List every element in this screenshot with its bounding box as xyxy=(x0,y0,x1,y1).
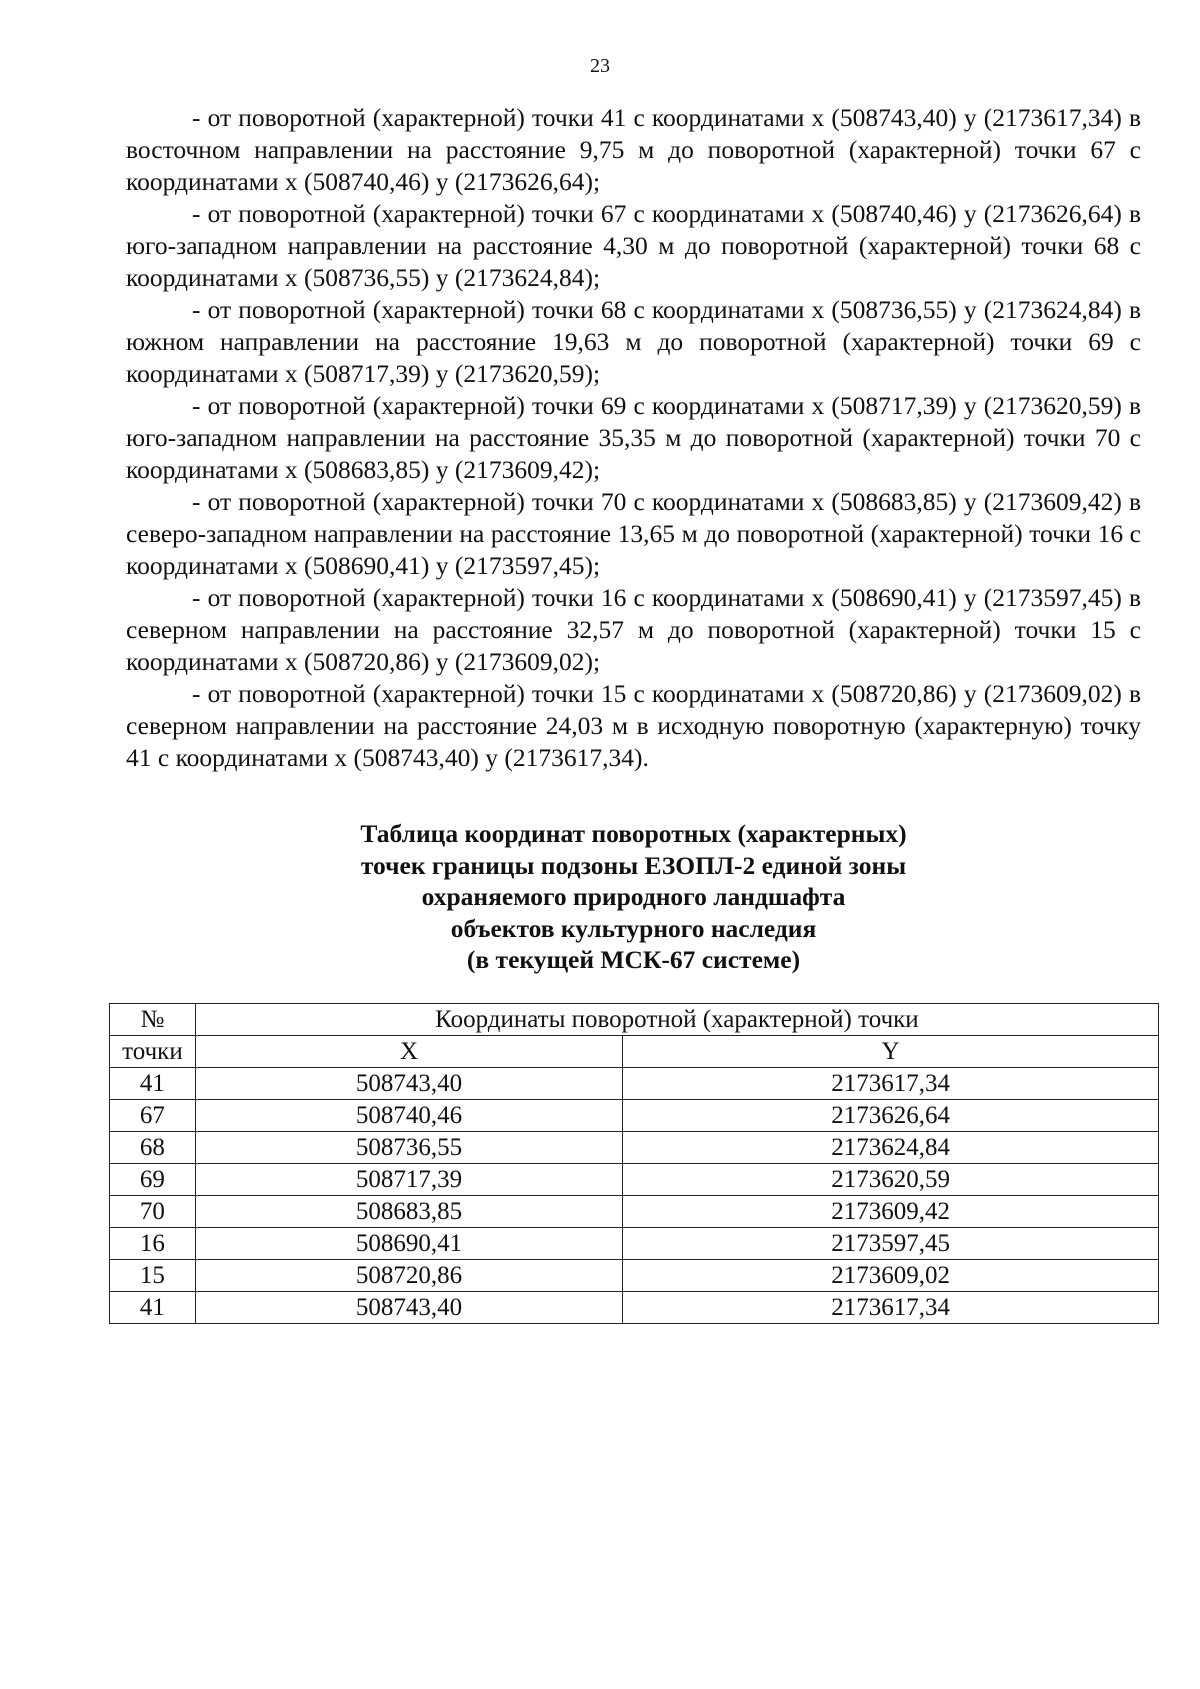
cell-point-number: 70 xyxy=(110,1196,196,1228)
paragraph: - от поворотной (характерной) точки 15 с координатами х (508720,86) у (2173609,02) в северном направлении на расстояние 24,03 м в исходную поворотную (характерную) точку 41 с координатами х (508743,40) у (2173617,34). xyxy=(126,679,1141,772)
table-row xyxy=(110,1228,1159,1260)
cell-point-number: 67 xyxy=(110,1100,196,1132)
cell-y: 2173620,59 xyxy=(623,1164,1159,1196)
table-row xyxy=(110,1164,1159,1196)
table-title-line: охраняемого природного ландшафта xyxy=(421,882,846,911)
table-title-line: (в текущей МСК-67 системе) xyxy=(466,945,801,974)
cell-point-number: 41 xyxy=(110,1292,196,1324)
cell-x: 508743,40 xyxy=(195,1068,622,1100)
cell-x: 508743,40 xyxy=(195,1292,622,1324)
cell-point-number: 15 xyxy=(110,1260,196,1292)
cell-y: 2173617,34 xyxy=(623,1292,1159,1324)
coordinates-table xyxy=(109,1003,1159,1324)
paragraph: - от поворотной (характерной) точки 16 с координатами х (508690,41) у (2173597,45) в северном направлении на расстояние 32,57 м до поворотной (характерной) точки 15 с координатами х (508720,86) у (2173609,02); xyxy=(126,583,1141,676)
cell-y: 2173626,64 xyxy=(623,1100,1159,1132)
header-coordinates: Координаты поворотной (характерной) точки xyxy=(195,1004,1158,1036)
cell-point-number: 68 xyxy=(110,1132,196,1164)
table-title-line: Таблица координат поворотных (характерных) xyxy=(360,819,907,848)
header-point-number: № xyxy=(110,1004,196,1036)
cell-x: 508736,55 xyxy=(195,1132,622,1164)
table-header-row xyxy=(110,1036,1159,1068)
cell-x: 508690,41 xyxy=(195,1228,622,1260)
paragraph: - от поворотной (характерной) точки 41 с координатами х (508743,40) у (2173617,34) в восточном направлении на расстояние 9,75 м до поворотной (характерной) точки 67 с координатами х (508740,46) у (2173626,64); xyxy=(126,103,1141,196)
header-x: X xyxy=(195,1036,622,1068)
header-point-label: точки xyxy=(110,1036,196,1068)
paragraph: - от поворотной (характерной) точки 69 с координатами х (508717,39) у (2173620,59) в юго-западном направлении на расстояние 35,35 м до поворотной (характерной) точки 70 с координатами х (508683,85) у (2173609,42); xyxy=(126,391,1141,484)
table-row xyxy=(110,1068,1159,1100)
header-y: Y xyxy=(623,1036,1159,1068)
cell-x: 508740,46 xyxy=(195,1100,622,1132)
table-row xyxy=(110,1260,1159,1292)
cell-y: 2173624,84 xyxy=(623,1132,1159,1164)
table-row xyxy=(110,1292,1159,1324)
table-row xyxy=(110,1100,1159,1132)
table-header-row xyxy=(110,1004,1159,1036)
cell-y: 2173617,34 xyxy=(623,1068,1159,1100)
table-title-line: точек границы подзоны ЕЗОПЛ-2 единой зоны xyxy=(360,850,907,880)
table-row xyxy=(110,1196,1159,1228)
table-title xyxy=(126,818,1141,976)
cell-y: 2173609,02 xyxy=(623,1260,1159,1292)
cell-point-number: 69 xyxy=(110,1164,196,1196)
table-row xyxy=(110,1132,1159,1164)
cell-point-number: 16 xyxy=(110,1228,196,1260)
body-text xyxy=(126,102,1141,774)
paragraph: - от поворотной (характерной) точки 67 с координатами х (508740,46) у (2173626,64) в юго-западном направлении на расстояние 4,30 м до поворотной (характерной) точки 68 с координатами х (508736,55) у (2173624,84); xyxy=(126,199,1141,292)
cell-point-number: 41 xyxy=(110,1068,196,1100)
cell-x: 508717,39 xyxy=(195,1164,622,1196)
page-number: 23 xyxy=(590,55,610,77)
cell-x: 508720,86 xyxy=(195,1260,622,1292)
paragraph: - от поворотной (характерной) точки 68 с координатами х (508736,55) у (2173624,84) в южном направлении на расстояние 19,63 м до поворотной (характерной) точки 69 с координатами х (508717,39) у (2173620,59); xyxy=(126,295,1141,388)
cell-x: 508683,85 xyxy=(195,1196,622,1228)
cell-y: 2173597,45 xyxy=(623,1228,1159,1260)
table-title-line: объектов культурного наследия xyxy=(450,913,817,943)
cell-y: 2173609,42 xyxy=(623,1196,1159,1228)
paragraph: - от поворотной (характерной) точки 70 с координатами х (508683,85) у (2173609,42) в северо-западном направлении на расстояние 13,65 м до поворотной (характерной) точки 16 с координатами х (508690,41) у (2173597,45); xyxy=(126,487,1141,580)
